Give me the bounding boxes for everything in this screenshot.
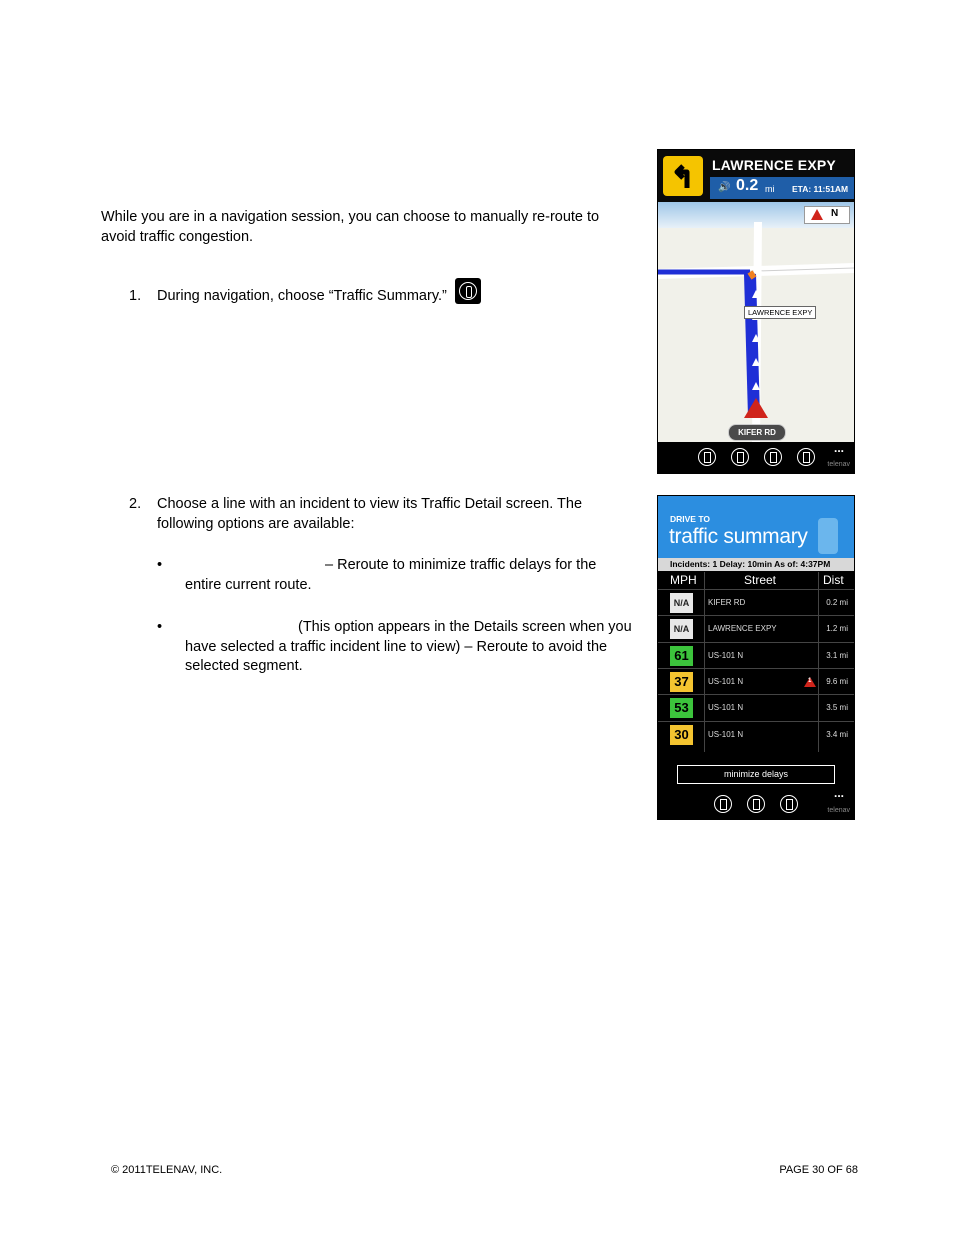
step-1 [129, 278, 609, 307]
brand-logo: telenav [827, 807, 850, 814]
step-2-line2: following options are available: [157, 515, 355, 532]
map-icon[interactable] [780, 795, 798, 813]
distance-cell: 0.2 mi [826, 598, 848, 607]
speed-badge: 61 [670, 646, 693, 666]
navigation-screenshot [657, 149, 855, 474]
bullet-avoid-segment [157, 618, 647, 677]
table-row[interactable] [658, 694, 854, 721]
more-menu-icon[interactable]: ... [833, 786, 844, 800]
speed-badge: 53 [670, 698, 693, 718]
bullet-2-line2: have selected a traffic incident line to view) – Reroute to avoid the [185, 638, 608, 655]
bullet-2-line3: selected segment. [185, 658, 303, 674]
nav-toolbar [658, 442, 854, 473]
next-street: LAWRENCE EXPY [712, 157, 836, 173]
incident-count: 1 [808, 677, 812, 684]
table-row[interactable] [658, 642, 854, 669]
route-list-icon[interactable] [698, 448, 716, 466]
street-cell: LAWRENCE EXPY [708, 624, 777, 634]
distance-unit: mi [765, 184, 775, 194]
bullet-icon: • [157, 619, 163, 635]
more-menu-icon[interactable]: ... [833, 441, 844, 455]
step-1-number: 1. [129, 288, 142, 304]
table-row[interactable] [658, 668, 854, 695]
drive-to-label: DRIVE TO [670, 514, 710, 524]
step-2 [129, 495, 609, 534]
speaker-icon: 🔊 [718, 182, 731, 193]
step-2-line1: Choose a line with an incident to view its Traffic Detail screen. The [157, 496, 583, 512]
header-dist: Dist [823, 573, 844, 587]
navigation-icon[interactable] [714, 795, 732, 813]
speed-badge: 37 [670, 672, 693, 692]
step-1-text: During navigation, choose “Traffic Summary.” [157, 288, 447, 304]
distance-cell: 9.6 mi [826, 676, 848, 686]
route-list-icon[interactable] [747, 795, 765, 813]
step-2-number: 2. [129, 496, 142, 512]
footer-copyright: © 2011TELENAV, INC. [111, 1164, 223, 1176]
speed-badge: N/A [670, 593, 693, 613]
street-cell: US-101 N [708, 703, 744, 713]
map-street-label: LAWRENCE EXPY [744, 306, 816, 319]
minimize-delays-button[interactable]: minimize delays [677, 765, 835, 784]
map-icon[interactable] [764, 448, 782, 466]
nav-header [658, 150, 854, 202]
intro-paragraph: While you are in a navigation session, you can choose to manually re-route to avoid traffic congestion. [101, 209, 600, 245]
summary-title: traffic summary [669, 525, 808, 548]
summary-toolbar [658, 786, 854, 819]
route-graphic [658, 202, 854, 442]
header-speed: MPH [670, 573, 697, 587]
traffic-summary-icon [455, 278, 481, 304]
search-icon[interactable] [797, 448, 815, 466]
summary-info-bar: Incidents: 1 Delay: 10min As of: 4:37PM [658, 558, 854, 571]
bullet-1-line1: – Reroute to minimize traffic delays for the [325, 557, 597, 573]
traffic-summary-screenshot [657, 495, 855, 820]
map-view[interactable] [658, 202, 854, 442]
street-cell: US-101 N [708, 676, 744, 686]
footer-page-number: PAGE 30 OF 68 [779, 1164, 858, 1176]
bullet-icon: • [157, 557, 163, 573]
bullet-1-line2: entire current route. [185, 576, 312, 593]
street-cell: US-101 N [708, 650, 744, 660]
bullet-2-line1: (This option appears in the Details screen when you [298, 619, 632, 635]
distance-cell: 3.5 mi [826, 703, 848, 713]
speed-badge: N/A [670, 619, 693, 639]
distance-value: 0.2 [736, 177, 759, 194]
street-cell: KIFER RD [708, 598, 746, 607]
header-street: Street [744, 573, 777, 587]
current-street-pill: KIFER RD [728, 424, 786, 441]
table-row[interactable] [658, 589, 854, 616]
distance-cell: 1.2 mi [826, 624, 848, 634]
street-cell: US-101 N [708, 729, 744, 739]
table-row[interactable] [658, 615, 854, 642]
traffic-light-icon [818, 518, 838, 554]
incident-warning-icon [804, 677, 816, 687]
speed-badge: 30 [670, 725, 693, 745]
brand-logo: telenav [827, 461, 850, 468]
bullet-minimize-delays [157, 556, 627, 595]
turn-left-arrow-icon [663, 156, 703, 196]
eta: ETA: 11:51AM [792, 184, 849, 194]
table-row[interactable] [658, 721, 854, 748]
distance-cell: 3.4 mi [826, 729, 848, 739]
compass-heading: N [831, 208, 839, 219]
summary-header [658, 496, 854, 558]
distance-cell: 3.1 mi [826, 650, 848, 660]
traffic-light-icon[interactable] [731, 448, 749, 466]
